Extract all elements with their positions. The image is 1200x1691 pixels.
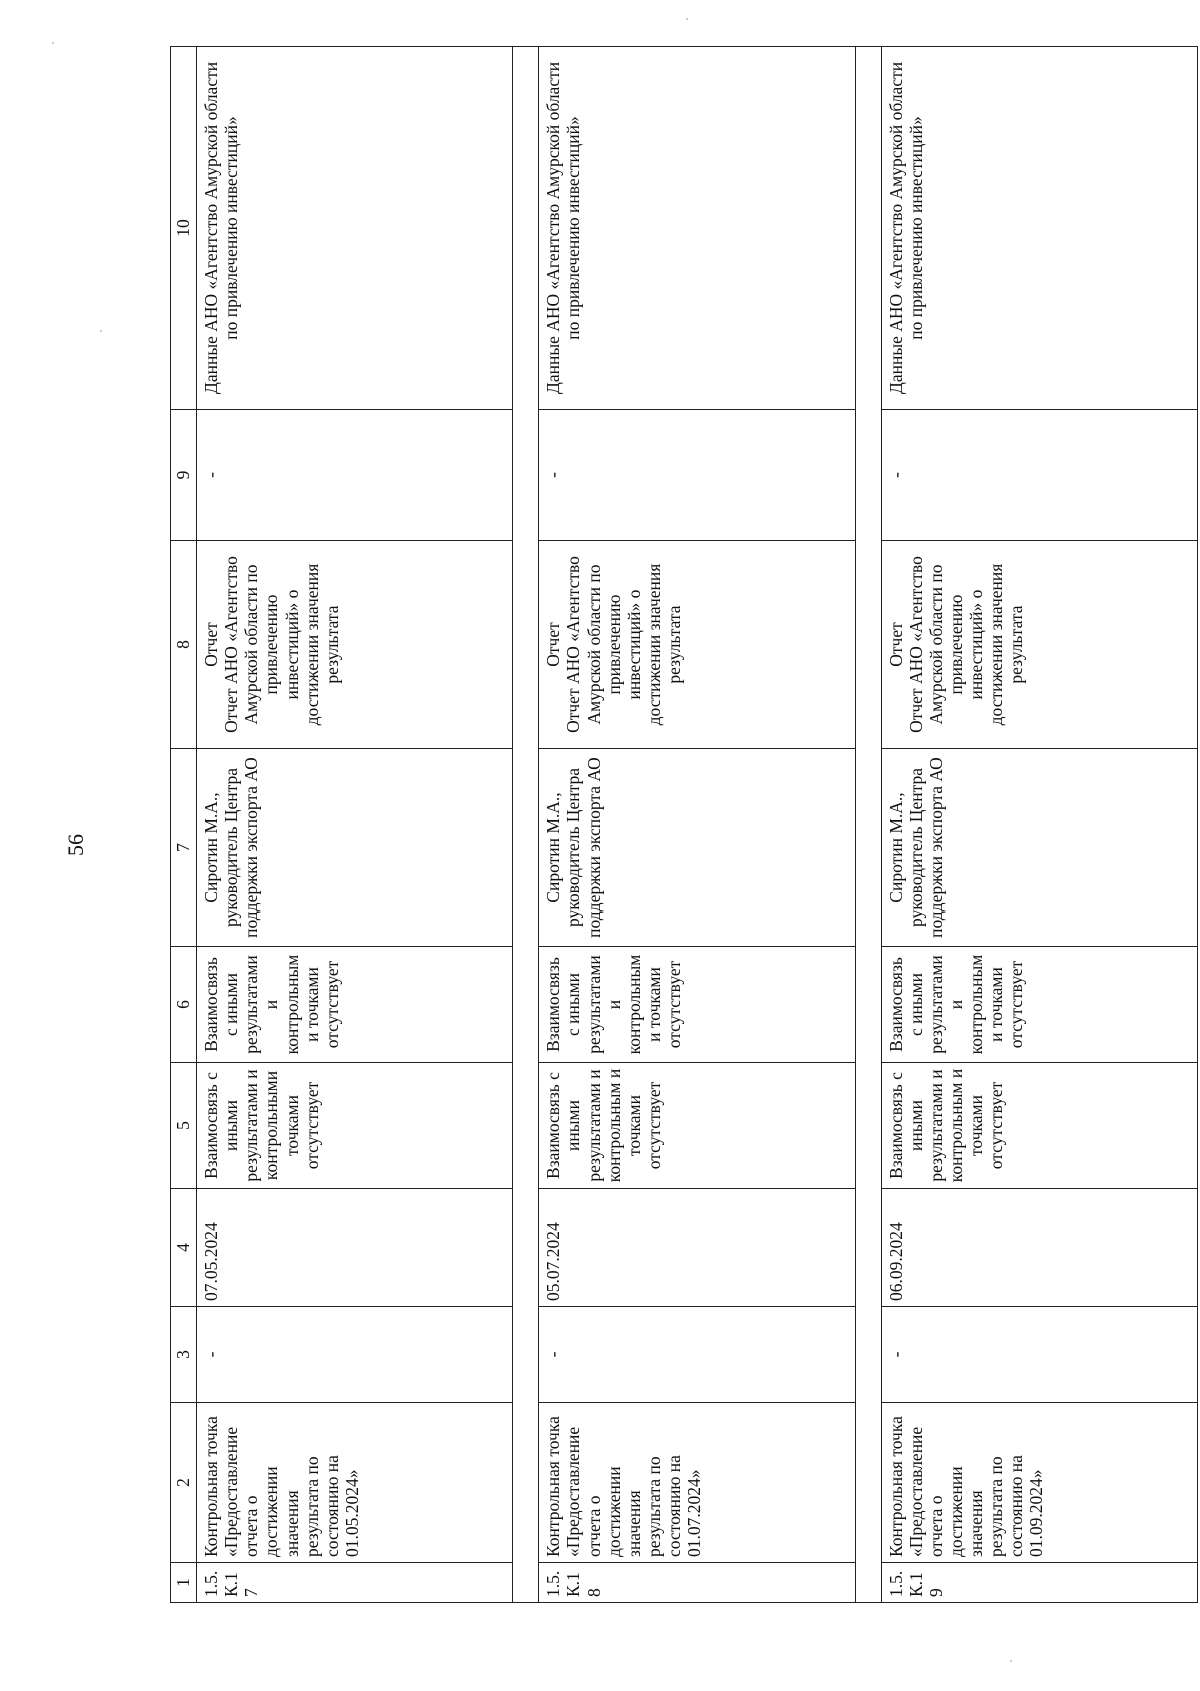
row-source: Данные АНО «Агентство Амурской области по привлечению инвестиций»	[881, 47, 1197, 410]
row-id: 1.5. К.17	[197, 1563, 513, 1603]
table-row	[881, 47, 1197, 1603]
table-row	[539, 47, 855, 1603]
row-col9: -	[881, 410, 1197, 541]
row-responsible: Сиротин М.А., руководитель Центра поддержки экспорта АО	[881, 749, 1197, 947]
row-id: 1.5. К.18	[539, 1563, 855, 1603]
scan-speck	[52, 42, 54, 44]
row-col5: Взаимосвязь с иными результатами и контрольным и точками отсутствует	[539, 1063, 855, 1189]
row-col3: -	[539, 1307, 855, 1403]
row-responsible: Сиротин М.А., руководитель Центра поддержки экспорта АО	[197, 749, 513, 947]
row-col6: Взаимосвязь с иными результатами и контрольным и точками отсутствует	[197, 947, 513, 1063]
row-separator	[513, 47, 539, 1603]
row-date: 06.09.2024	[881, 1189, 1197, 1307]
scan-speck	[686, 18, 688, 20]
row-id: 1.5. К.19	[881, 1563, 1197, 1603]
col-number: 1	[171, 1563, 197, 1603]
scan-speck	[1010, 1660, 1012, 1662]
row-col9: -	[197, 410, 513, 541]
col-number: 2	[171, 1403, 197, 1563]
row-name: Контрольная точка «Предоставление отчета о достижении значения результата по состоянию на 01.09.2024»	[881, 1403, 1197, 1563]
row-responsible: Сиротин М.А., руководитель Центра поддержки экспорта АО	[539, 749, 855, 947]
col-number: 3	[171, 1307, 197, 1403]
scan-speck	[100, 330, 102, 332]
row-date: 05.07.2024	[539, 1189, 855, 1307]
col-number: 8	[171, 541, 197, 749]
col-number: 9	[171, 410, 197, 541]
col-number: 4	[171, 1189, 197, 1307]
col-number: 7	[171, 749, 197, 947]
column-number-row	[171, 47, 197, 1603]
row-document: Отчет Отчет АНО «Агентство Амурской области по привлечению инвестиций» о достижении значения результата	[539, 541, 855, 749]
row-col6: Взаимосвязь с иными результатами и контрольным и точками отсутствует	[881, 947, 1197, 1063]
rotated-table-container	[170, 47, 1198, 1603]
page-number: 56	[63, 834, 88, 856]
row-source: Данные АНО «Агентство Амурской области по привлечению инвестиций»	[197, 47, 513, 410]
row-separator	[855, 47, 881, 1603]
row-col5: Взаимосвязь с иными результатами и контрольным и точками отсутствует	[881, 1063, 1197, 1189]
col-number: 6	[171, 947, 197, 1063]
col-number: 10	[171, 47, 197, 410]
table-row	[197, 47, 513, 1603]
row-col9: -	[539, 410, 855, 541]
row-date: 07.05.2024	[197, 1189, 513, 1307]
row-document: Отчет Отчет АНО «Агентство Амурской области по привлечению инвестиций» о достижении значения результата	[197, 541, 513, 749]
row-col6: Взаимосвязь с иными результатами и контрольным и точками отсутствует	[539, 947, 855, 1063]
row-name: Контрольная точка «Предоставление отчета о достижении значения результата по состоянию на 01.05.2024»	[197, 1403, 513, 1563]
col-number: 5	[171, 1063, 197, 1189]
row-col3: -	[881, 1307, 1197, 1403]
row-col5: Взаимосвязь с иными результатами и контрольными точками отсутствует	[197, 1063, 513, 1189]
row-source: Данные АНО «Агентство Амурской области по привлечению инвестиций»	[539, 47, 855, 410]
row-name: Контрольная точка «Предоставление отчета о достижении значения результата по состоянию на 01.07.2024»	[539, 1403, 855, 1563]
row-document: Отчет Отчет АНО «Агентство Амурской области по привлечению инвестиций» о достижении значения результата	[881, 541, 1197, 749]
control-points-table	[170, 46, 1198, 1603]
row-col3: -	[197, 1307, 513, 1403]
